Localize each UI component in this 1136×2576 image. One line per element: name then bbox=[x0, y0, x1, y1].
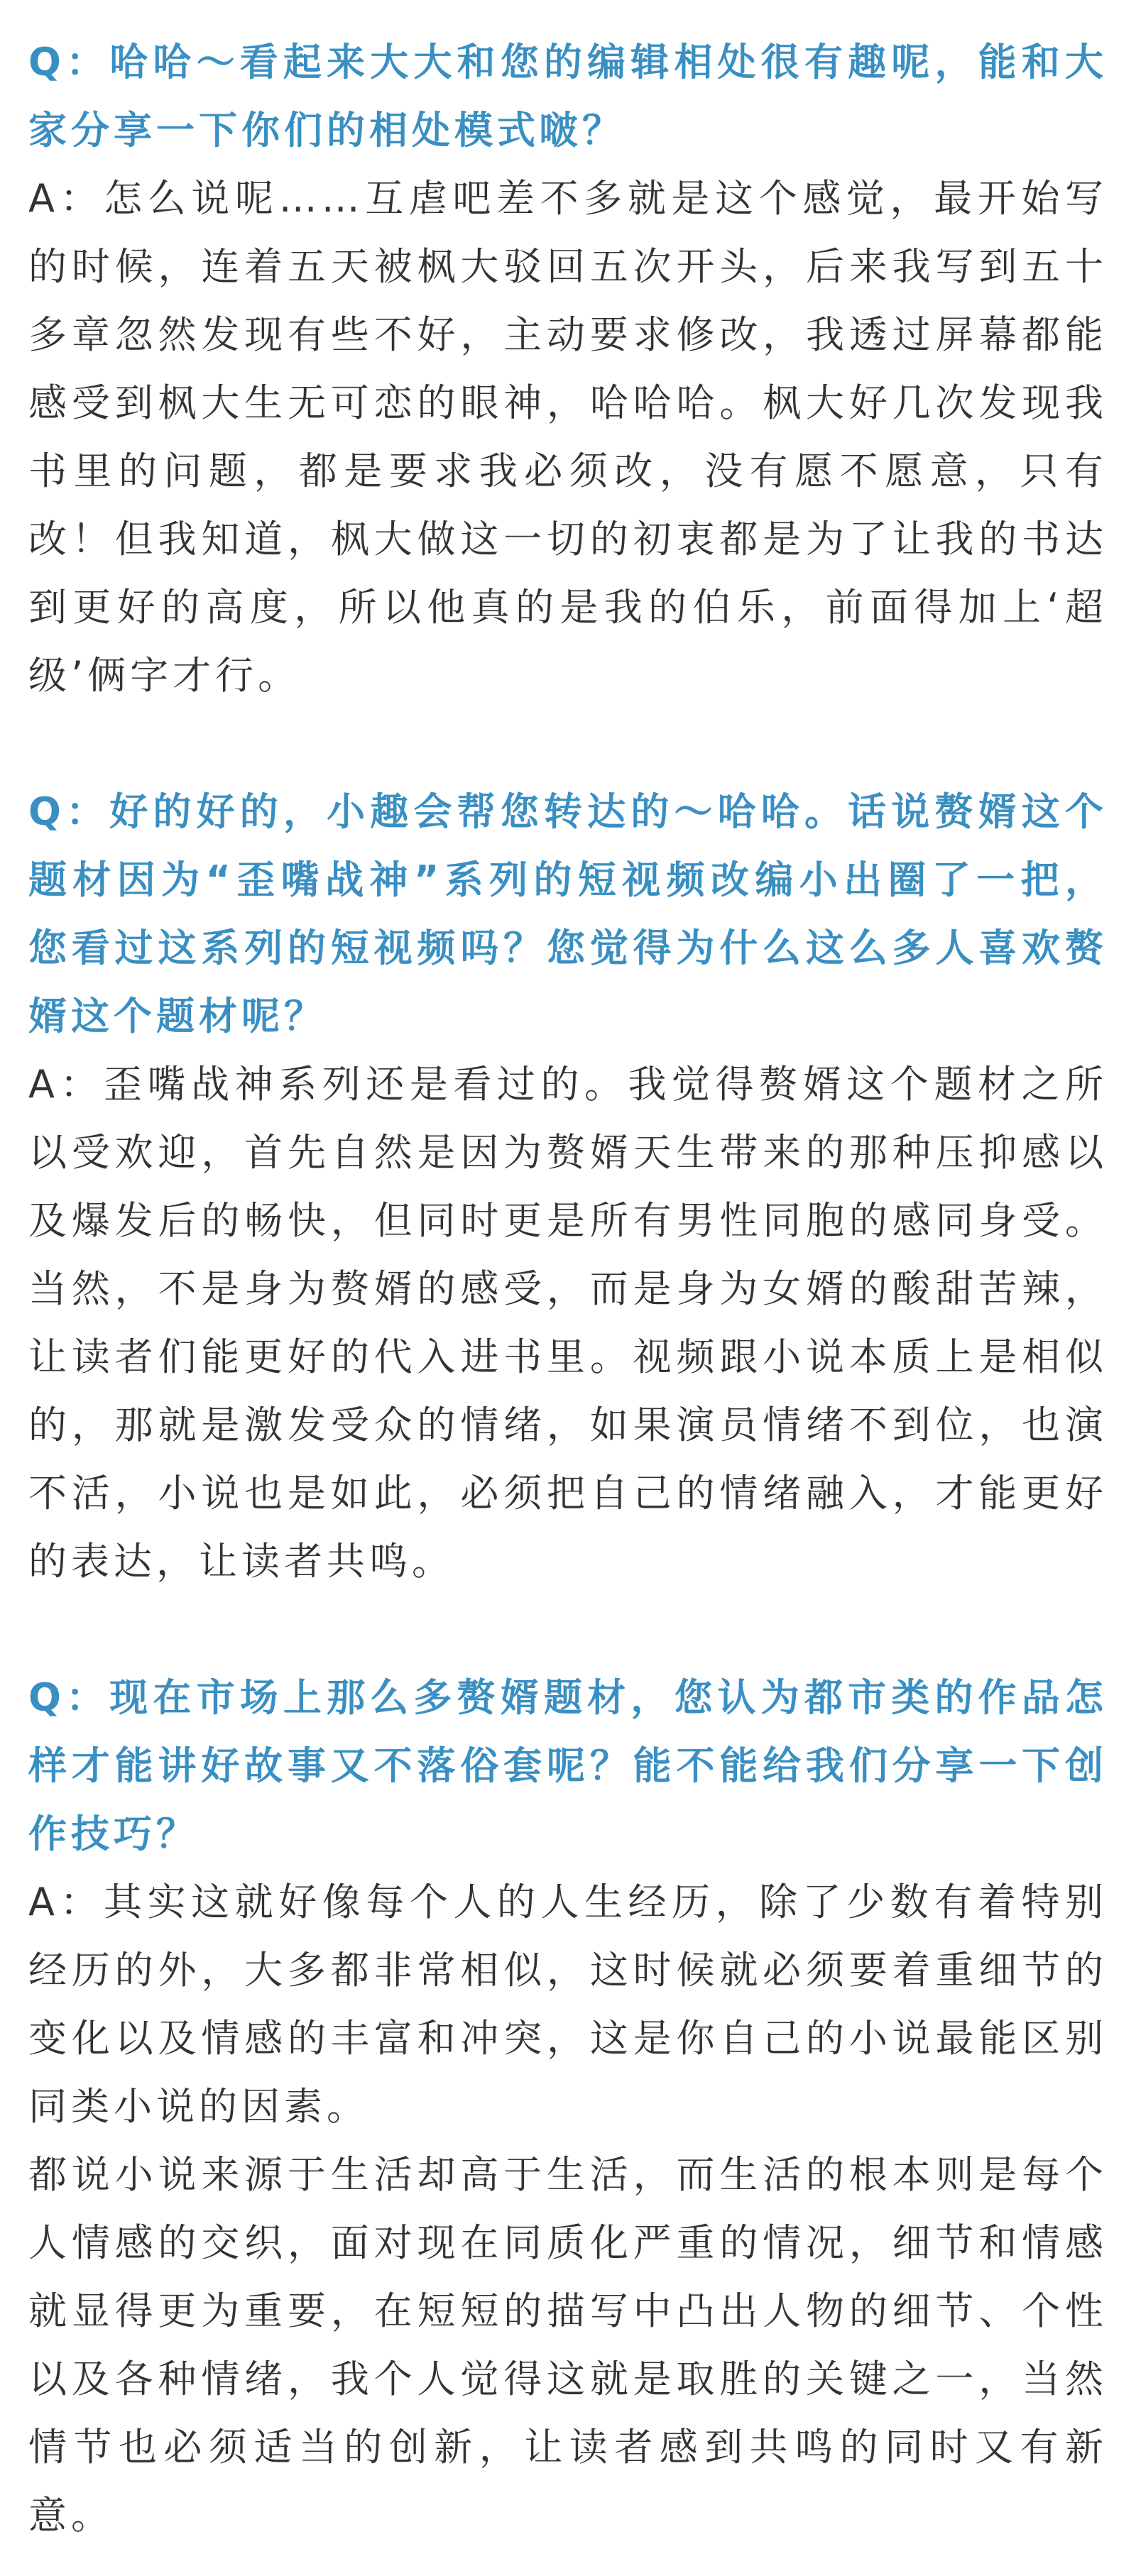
qa-block bbox=[28, 1664, 1108, 2550]
question-text: Q：哈哈～看起来大大和您的编辑相处很有趣呢，能和大家分享一下你们的相处模式啵？ bbox=[28, 40, 1108, 153]
qa-block bbox=[28, 778, 1108, 1596]
answer-paragraph: A：歪嘴战神系列还是看过的。我觉得赘婿这个题材之所以受欢迎，首先自然是因为赘婿天生带来的那种压抑感以及爆发后的畅快，但同时更是所有男性同胞的感同身受。当然，不是身为赘婿的感受，而是身为女婿的酸甜苦辣，让读者们能更好的代入进书里。视频跟小说本质上是相似的，那就是激发受众的情绪，如果演员情绪不到位，也演不活，小说也是如此，必须把自己的情绪融入，才能更好的表达，让读者共鸣。 bbox=[28, 1062, 1108, 1584]
answer-paragraph: 都说小说来源于生活却高于生活，而生活的根本则是每个人情感的交织，面对现在同质化严重的情况，细节和情感就显得更为重要，在短短的描写中凸出人物的细节、个性以及各种情绪，我个人觉得这就是取胜的关键之一，当然情节也必须适当的创新，让读者感到共鸣的同时又有新意。 bbox=[28, 2152, 1108, 2538]
question-text: Q：现在市场上那么多赘婿题材，您认为都市类的作品怎样才能讲好故事又不落俗套呢？能不能给我们分享一下创作技巧？ bbox=[28, 1675, 1108, 1856]
qa-block bbox=[28, 28, 1108, 710]
answer-paragraph: A：其实这就好像每个人的人生经历，除了少数有着特别经历的外，大多都非常相似，这时候就必须要着重细节的变化以及情感的丰富和冲突，这是你自己的小说最能区别同类小说的因素。 bbox=[28, 1880, 1108, 2129]
answer-paragraph: A：怎么说呢……互虐吧差不多就是这个感觉，最开始写的时候，连着五天被枫大驳回五次开头，后来我写到五十多章忽然发现有些不好，主动要求修改，我透过屏幕都能感受到枫大生无可恋的眼神，哈哈哈。枫大好几次发现我书里的问题，都是要求我必须改，没有愿不愿意，只有改！但我知道，枫大做这一切的初衷都是为了让我的书达到更好的高度，所以他真的是我的伯乐，前面得加上‘超级’俩字才行。 bbox=[28, 176, 1108, 698]
question-text: Q：好的好的，小趣会帮您转达的～哈哈。话说赘婿这个题材因为“歪嘴战神”系列的短视频改编小出圈了一把，您看过这系列的短视频吗？您觉得为什么这么多人喜欢赘婿这个题材呢？ bbox=[28, 789, 1108, 1038]
